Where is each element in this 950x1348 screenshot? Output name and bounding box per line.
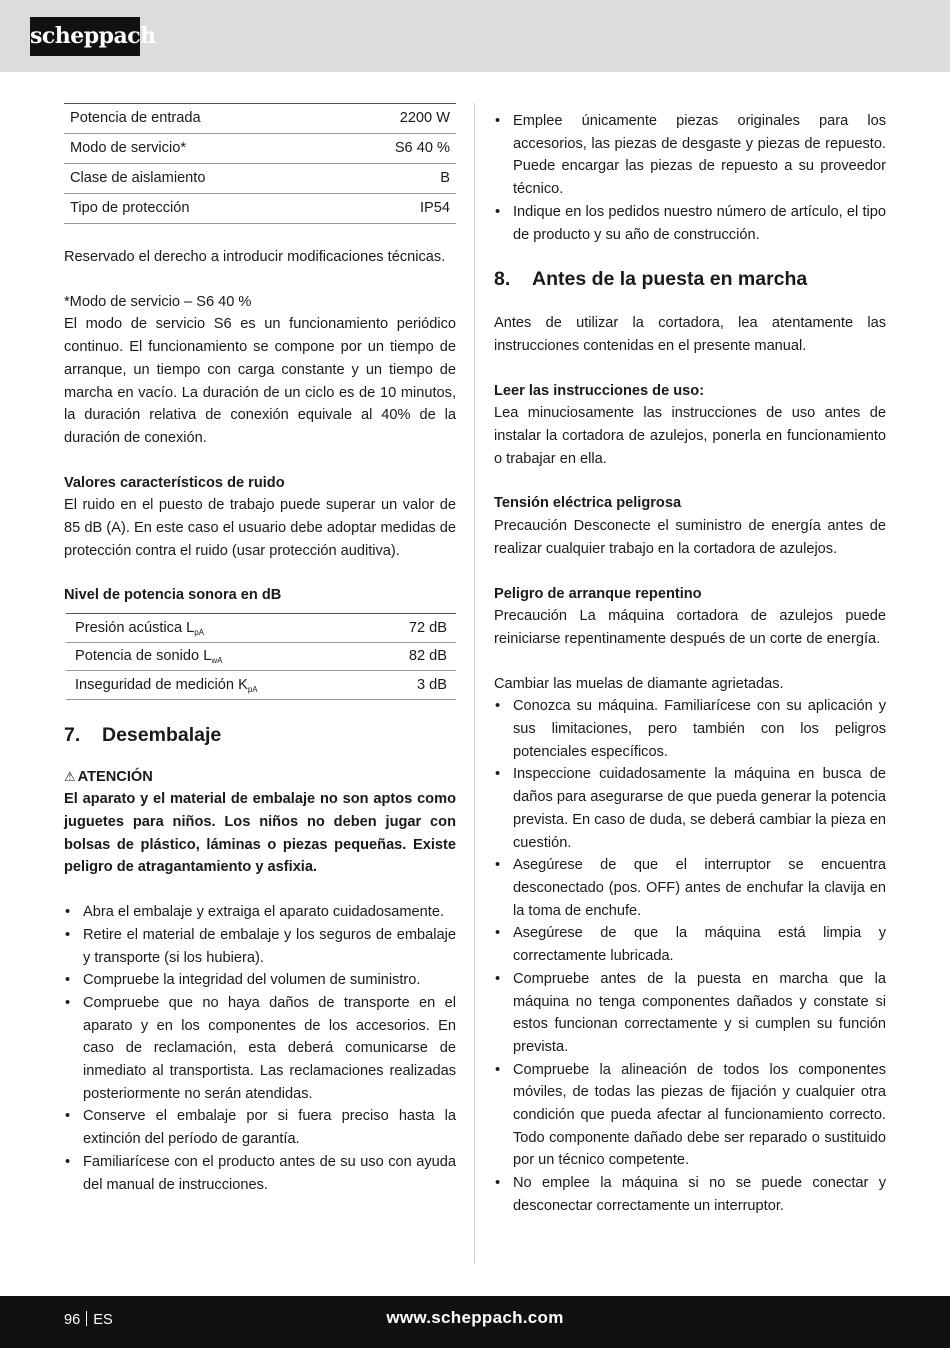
- voltage-text: Precaución Desconecte el suministro de energía antes de realizar cualquier trabajo en la cortadora de azulejos.: [494, 518, 886, 557]
- table-row: [66, 614, 456, 643]
- table-row: [66, 671, 456, 700]
- table-row: [64, 134, 456, 164]
- section-7-heading: 7. Desembalaje: [64, 723, 222, 746]
- left-column: [64, 103, 456, 1196]
- column-divider: [474, 103, 475, 1263]
- noise-text: El ruido en el puesto de trabajo puede superar un valor de 85 dB (A). En este caso el usuario debe adoptar medidas de protección contra el ruido (usar protección auditiva).: [64, 497, 456, 559]
- right-column: [494, 110, 886, 1218]
- page-footer: [0, 1296, 950, 1348]
- brand-logo: scheppach: [30, 17, 140, 56]
- noise-title: Valores característicos de ruido: [64, 474, 285, 491]
- table-row: [64, 194, 456, 224]
- page-number: 96 ES: [64, 1312, 113, 1328]
- change-text: Cambiar las muelas de diamante agrietadas.: [494, 675, 784, 692]
- mode-title: *Modo de servicio – S6 40 %: [64, 293, 252, 310]
- check-list: [494, 695, 886, 1217]
- list-item: • Conserve el embalaje por si fuera preciso hasta la extinción del período de garantía.: [64, 1105, 456, 1150]
- list-item: • Compruebe la integridad del volumen de suministro.: [64, 969, 456, 992]
- list-item: • No emplee la máquina si no se puede conectar y desconectar correctamente un interruptor.: [494, 1172, 886, 1217]
- spec-value: IP54: [333, 194, 456, 224]
- list-item: • Compruebe la alineación de todos los componentes móviles, de todas las piezas de fijación y cualquier otra condición que pueda afectar al funcionamiento correcto. Todo componente dañado debe ser reparado o sustituido por un técnico competente.: [494, 1059, 886, 1173]
- reserved-note: Reservado el derecho a introducir modificaciones técnicas.: [64, 249, 446, 265]
- list-item: • Abra el embalaje y extraiga el aparato cuidadosamente.: [64, 901, 456, 924]
- sound-value: 3 dB: [371, 671, 456, 700]
- restart-title: Peligro de arranque repentino: [494, 585, 702, 602]
- table-row: [66, 642, 456, 671]
- list-item: • Asegúrese de que el interruptor se encuentra desconectado (pos. OFF) antes de enchufar la clavija en la toma de enchufe.: [494, 854, 886, 922]
- mode-text: El modo de servicio S6 es un funcionamiento periódico continuo. El funcionamiento se compone por un tiempo de arranque, un tiempo con carga constante y un tiempo de marcha en vacío. La duración de un ciclo es de 10 minutos, la duración relativa de conexión equivale al 40% de la duración de conexión.: [64, 316, 456, 446]
- voltage-title: Tensión eléctrica peligrosa: [494, 495, 682, 512]
- spec-value: 2200 W: [333, 104, 456, 134]
- list-item: • Compruebe antes de la puesta en marcha que la máquina no tenga componentes dañados y constate si estos funcionan correctamente y si cumplen su función prevista.: [494, 968, 886, 1059]
- intro-text: Antes de utilizar la cortadora, lea atentamente las instrucciones contenidas en el presente manual.: [494, 315, 886, 354]
- spec-table: [64, 103, 456, 224]
- list-item: • Familiarícese con el producto antes de su uso con ayuda del manual de instrucciones.: [64, 1151, 456, 1196]
- spec-label: Tipo de protección: [64, 194, 333, 224]
- table-row: [64, 104, 456, 134]
- sound-title: Nivel de potencia sonora en dB: [64, 587, 282, 604]
- list-item: • Compruebe que no haya daños de transporte en el aparato y en los componentes de los accesorios. En caso de reclamación, esta deberá comunicarse de inmediato al transportista. Las reclamaciones realizadas posteriormente no serán atendidas.: [64, 992, 456, 1106]
- read-text: Lea minuciosamente las instrucciones de uso antes de instalar la cortadora de azulejos, ponerla en funcionamiento o trabajar en ella.: [494, 405, 886, 467]
- sound-label: Presión acústica $L_{pA}$: [66, 614, 371, 643]
- sound-value: 82 dB: [371, 642, 456, 671]
- page-header: [0, 0, 950, 72]
- website-url: www.scheppach.com: [386, 1308, 564, 1327]
- list-item: • Indique en los pedidos nuestro número de artículo, el tipo de producto y su año de construcción.: [494, 201, 886, 246]
- warning-text: El aparato y el material de embalaje no son aptos como juguetes para niños. Los niños no deben jugar con bolsas de plástico, láminas o piezas pequeñas. Existe peligro de atragantamiento y asfixia.: [64, 791, 456, 876]
- parts-list: [494, 110, 886, 246]
- list-item: • Conozca su máquina. Familiarícese con su aplicación y sus limitaciones, pero también con los peligros potenciales específicos.: [494, 695, 886, 763]
- list-item: • Emplee únicamente piezas originales para los accesorios, las piezas de desgaste y piezas de repuesto. Puede encargar las piezas de repuesto a su proveedor técnico.: [494, 110, 886, 201]
- warning-icon: ⚠: [64, 768, 76, 784]
- list-item: • Inspeccione cuidadosamente la máquina en busca de daños para asegurarse de que pueda generar la potencia prevista. En caso de duda, se deberá cambiar la pieza en cuestión.: [494, 763, 886, 854]
- table-row: [64, 164, 456, 194]
- spec-label: Clase de aislamiento: [64, 164, 333, 194]
- unpack-list: [64, 901, 456, 1196]
- spec-value: B: [333, 164, 456, 194]
- list-item: • Retire el material de embalaje y los seguros de embalaje y transporte (si los hubiera).: [64, 924, 456, 969]
- sound-label: Potencia de sonido $L_{wA}$: [66, 642, 371, 671]
- sound-value: 72 dB: [371, 614, 456, 643]
- list-item: • Asegúrese de que la máquina está limpia y correctamente lubricada.: [494, 922, 886, 967]
- section-8-heading: 8. Antes de la puesta en marcha: [494, 268, 808, 291]
- warning-label: ⚠ ATENCIÓN: [64, 768, 153, 785]
- sound-label: Inseguridad de medición $K_{pA}$: [66, 671, 371, 700]
- spec-value: S6 40 %: [333, 134, 456, 164]
- sound-table: [66, 613, 456, 700]
- spec-label: Modo de servicio*: [64, 134, 333, 164]
- read-title: Leer las instrucciones de uso:: [494, 382, 705, 399]
- restart-text: Precaución La máquina cortadora de azulejos puede reiniciarse repentinamente después de un corte de energía.: [494, 608, 886, 647]
- spec-label: Potencia de entrada: [64, 104, 333, 134]
